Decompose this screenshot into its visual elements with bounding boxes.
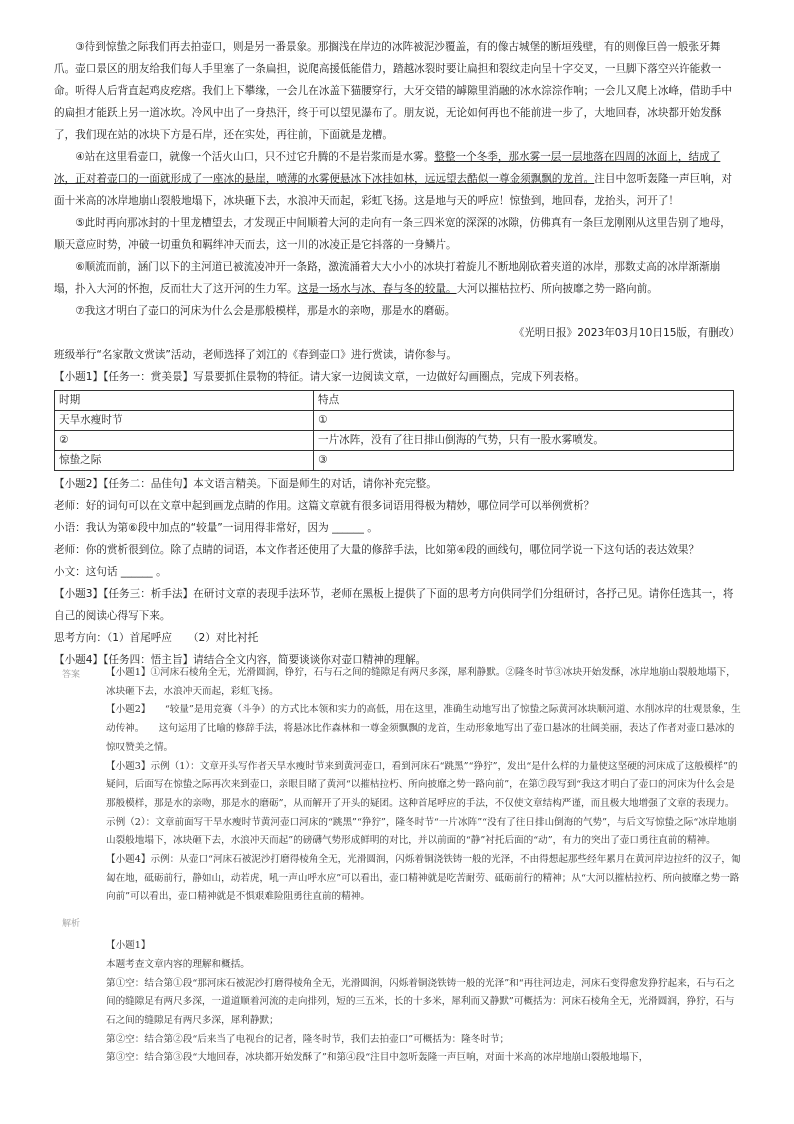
table-row <box>55 411 734 431</box>
analysis-label: 解析 <box>62 919 81 930</box>
table-row <box>55 451 734 471</box>
answer-item: 【小题4】示例：从壶口“河床石被泥沙打磨得棱角全无，光滑圆润，闪烁着铜浇铁铸一般的光泽，不由得想起那些经年累月在黄河岸边拉纤的汉子，匍匐在地，砥砺前行，静如山，动若虎，吼一声山呼水应”可以看出，壶口精神就是吃苦耐劳、砥砺前行的精神；从“大河以摧枯拉朽、所向披靡之势一路向前”可以看出，壶口精神就是不惧艰难险阻勇往直前的精神。 <box>106 854 741 903</box>
paragraph-6 <box>54 256 740 300</box>
paragraph-7: ⑦我这才明白了壶口的河床为什么会是那般模样，那是水的亲吻，那是水的磨砺。 <box>75 305 456 317</box>
analysis-body <box>106 915 742 1068</box>
table-cell: ① <box>314 411 734 431</box>
analysis-item: 【小题1】 <box>106 940 151 952</box>
paragraph-6-text-end: 大河以摧枯拉朽、所向披靡之势一路向前。 <box>456 283 658 295</box>
table-row <box>55 431 734 451</box>
source-citation: 《光明日报》2023年03月10日15版，有删改） <box>513 327 740 339</box>
analysis-section <box>62 915 742 1068</box>
reading-passage <box>54 36 740 671</box>
paragraph-4-text-end: 注目中忽听轰隆一声巨响，对面十米高的冰岸地崩山裂般地塌下，冰块砸下去，水浪冲天而起，彩虹飞扬。这是地与天的呼应！惊蛰到，地回春，龙抬头，河开了！ <box>54 173 732 207</box>
paragraph-4 <box>54 146 740 212</box>
table-cell: ② <box>55 431 314 451</box>
table-cell: 天旱水瘦时节 <box>55 411 314 431</box>
analysis-item: 本题考查文章内容的理解和概括。 <box>106 958 250 970</box>
question-1: 【小题1】【任务一：赏美景】写景要抓住景物的特征。请大家一边阅读文章，一边做好勾画圈点，完成下列表格。 <box>54 371 586 383</box>
answer-label: 答案 <box>62 670 81 680</box>
underlined-phrase: 这是一场水与冰、春与冬的较量。 <box>297 283 457 295</box>
dialog-line: 小文：这句话 ______ 。 <box>54 566 167 578</box>
activity-intro: 班级举行“名家散文赏读”活动，老师选择了刘江的《春到壶口》进行赏读，请你参与。 <box>54 349 457 361</box>
dialog-line: 老师：你的赏析很到位。除了点睛的词语，本文作者还使用了大量的修辞手法，比如第④段的画线句，哪位同学说一下这句话的表达效果？ <box>54 544 700 556</box>
paragraph-4-text: ④站在这里看壶口，就像一个活火山口，只不过它升腾的不是岩浆而是水雾。 <box>75 151 435 163</box>
table-row <box>55 391 734 411</box>
table-cell: 惊蛰之际 <box>55 451 314 471</box>
dialog-line: 老师：好的词句可以在文章中起到画龙点睛的作用。这篇文章就有很多词语用得极为精妙，哪位同学可以举例赏析？ <box>54 500 595 512</box>
answer-item: 【小题1】①河床石棱角全无，光滑圆润，铮狞，石与石之间的缝隙足有两尺多深，犀利静默。②隆冬时节③冰块开始发酥，冰岸地崩山裂般地塌下，冰块砸下去，水浪冲天而起，彩虹飞扬。 <box>106 667 736 697</box>
table-cell: 时期 <box>55 391 314 411</box>
table-cell: ③ <box>314 451 734 471</box>
analysis-item: 第③空：结合第③段“大地回春，冰块都开始发酥了”和第④段“注目中忽听轰隆一声巨响，对面十米高的冰岸地崩山裂般地塌下， <box>106 1052 649 1064</box>
analysis-item: 第①空：结合第①段“那河床石被泥沙打磨得棱角全无，光滑圆润，闪烁着铜浇铁铸一般的光泽”和“再往河边走，河床石变得愈发狰狞起来，石与石之间的缝隙足有两尺多深，一道道顺着河流的走向排列，短的三五米，长的十多米，犀利而又静默”可概括为：河床石棱角全无，光滑圆润，狰狞，石与石之间的缝隙足有两尺多深，犀利静默； <box>106 977 735 1026</box>
table-cell: 一片冰阵，没有了往日排山倒海的气势，只有一股水雾喷发。 <box>314 431 734 451</box>
question-3: 【小题3】【任务三：析手法】在研讨文章的表现手法环节，老师在黑板上提供了下面的思考方向供同学们分组研讨，各抒己见。请你任选其一，将自己的阅读心得写下来。 <box>54 588 734 622</box>
answer-body <box>106 664 742 907</box>
dialog-line: 小语：我认为第⑥段中加点的“较量”一词用得非常好，因为 ______ 。 <box>54 522 378 534</box>
feature-table <box>54 390 734 471</box>
answer-item: 示例（2）：文章前面写干旱水瘦时节黄河壶口河床的“跳黑”“狰狞”，隆冬时节“一片冰阵”“没有了往日排山倒海的气势”，与后文写惊蛰之际“冰岸地崩山裂般地塌下，冰块砸下去，水浪冲天而起”的磅礴气势形成鲜明的对比，并以前面的“静”衬托后面的“动”，有力的突出了壶口勇往直前的精神。 <box>106 816 737 847</box>
paragraph-6-text: ⑥顺流而前，涵门以下的主河道已被流凌冲开一条路，激流涌着大大小小的冰块打着旋儿不断地剐砍着夹道的冰岸，那数丈高的冰岸渐渐崩塌，扑入大河的怀抱，反而壮大了这开河的生力军。 <box>54 261 721 295</box>
analysis-item: 第②空：结合第②段“后来当了电视台的记者，隆冬时节，我们去拍壶口”可概括为：隆冬时节； <box>106 1033 510 1045</box>
answer-item: 【小题3】示例（1）：文章开头写作者天旱水瘦时节来到黄河壶口，看到河床石“跳黑”“狰狞”，发出“是什么样的力量使这坚硬的河床成了这般模样”的疑问，后面写在惊蛰之际再次来到壶口，亲眼目睹了黄河“以摧枯拉朽、所向披靡之势一路向前”，在第⑦段写到“我这才明白了壶口的河床为什么会是那般模样，那是水的亲吻，那是水的磨砺”，从而解开了开头的疑团。这种首尾呼应的手法，不仅使文章结构严谨，而且极大地增强了文章的表现力。 <box>106 760 738 809</box>
question-2: 【小题2】【任务二：品佳句】本文语言精美。下面是师生的对话，请你补充完整。 <box>54 478 437 490</box>
answer-section <box>62 664 742 1068</box>
paragraph-3: ③待到惊蛰之际我们再去拍壶口，则是另一番景象。那搁浅在岸边的冰阵被泥沙覆盖，有的像古城堡的断垣残壁，有的则像巨兽一般张牙舞爪。壶口景区的朋友给我们每人手里塞了一条扁担，说爬高援低能借力，踏越冰裂时要让扁担和裂纹走向呈十字交叉，一旦脚下落空兴许能救一命。听得人后背直起鸡皮疙瘩。我们上下攀缘，一会儿在冰盖下猫腰穿行，大牙交错的罅隙里消融的冰水淙淙作响；一会儿又爬上冰峰，借助手中的扁担才能跃上另一道冰坎。冷风中出了一身热汗，终于可以望见瀑布了。朋友说，无论如何再也不能前进一步了，大地回春，冰块都开始发酥了，我们现在站的冰块下方是石岸，还在实处，再往前，下面就是龙槽。 <box>54 41 732 141</box>
underlined-sentence: 整整一个冬季，那水雾一层一层地落在四周的冰面上，结成了冰，正对着壶口的一面就形成了一座冰的悬崖，喷薄的水雾便悬冰下冰挂如林，远远望去酷似一尊金须飘飘的龙首。 <box>54 151 721 185</box>
question-3-directions: 思考方向：（1）首尾呼应 （2）对比衬托 <box>54 632 259 644</box>
table-cell: 特点 <box>314 391 734 411</box>
question-4: 【小题4】【任务四：悟主旨】请结合全文内容，简要谈谈你对壶口精神的理解。 <box>54 654 427 666</box>
paragraph-5: ⑤此时再向那冰封的十里龙槽望去，才发现正中间顺着大河的走向有一条三四米宽的深深的冰隙，仿佛真有一条巨龙刚刚从这里告别了地母，顺天意应时势，冲破一切重负和羁绊冲天而去，这一川的冰凌正是它抖落的一身鳞片。 <box>54 217 731 251</box>
answer-item: 【小题2】 “较量”是用竞赛（斗争）的方式比本领和实力的高低，用在这里，准确生动地写出了惊蛰之际黄河冰块顺河道、水削冰岸的壮观景象，生动传神。 这句运用了比喻的修辞手法，将悬冰比作森林和一尊金须飘飘的龙首，生动形象地写出了壶口悬冰的壮阔美丽，表达了作者对壶口悬冰的惊叹赞美之情。 <box>106 704 741 753</box>
